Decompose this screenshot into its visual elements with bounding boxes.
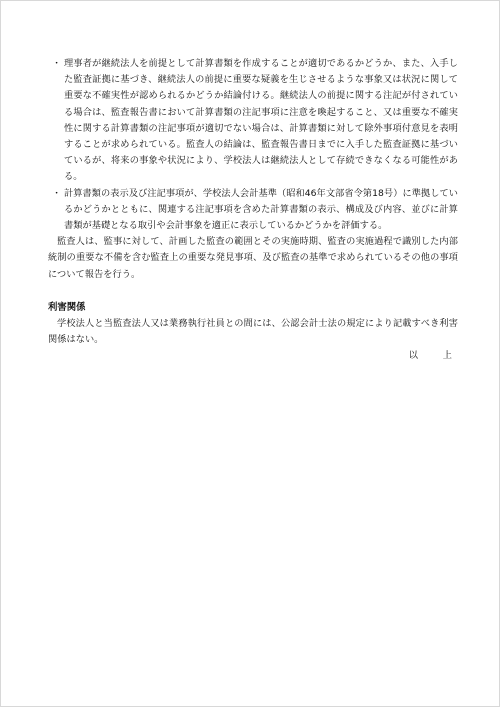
bullet-going-concern [48,56,458,186]
bullet-mark: ・ [52,58,62,69]
bullet-presentation [48,186,458,235]
document-body [48,56,458,364]
bullet-text: 理事者が継続法人を前提として計算書類を作成することが適切であるかどうか、また、入手した監査証拠に基づき、継続法人の前提に重要な疑義を生じさせるような事象又は状況に関して重要な不確実性が認められるかどうか結論付ける。継続法人の前提に関する注記が付されている場合は、監査報告書において計算書類の注記事項に注意を喚起すること、又は重要な不確実性に関する計算書類の注記事項が適切でない場合は、計算書類に対して除外事項付意見を表明することが求められている。監査人の結論は、監査報告書日までに入手した監査証拠に基づいているが、将来の事象や状況により、学校法人は継続法人として存続できなくなる可能性がある。 [64,58,458,183]
interest-heading: 利害関係 [48,301,86,313]
interest-paragraph: 学校法人と当監査法人又は業務執行社員との間には、公認会計士法の規定により記載すべき利害関係はない。 [48,318,458,346]
bullet-text: 計算書類の表示及び注記事項が、学校法人会計基準（昭和46年文部省令第18号）に準拠しているかどうかとともに、関連する注記事項を含めた計算書類の表示、構成及び内容、並びに計算書類が基礎となる取引や会計事象を適正に表示しているかどうかを評価する。 [64,187,458,232]
closing-mark: 以 上 [408,350,456,362]
bullet-mark: ・ [52,187,62,199]
report-to-auditors-paragraph: 監査人は、監事に対して、計画した監査の範囲とその実施時期、監査の実施過程で識別した内部統制の重要な不備を含む監査上の重要な発見事項、及び監査の基準で求められているその他の事項について報告を行う。 [48,236,458,280]
